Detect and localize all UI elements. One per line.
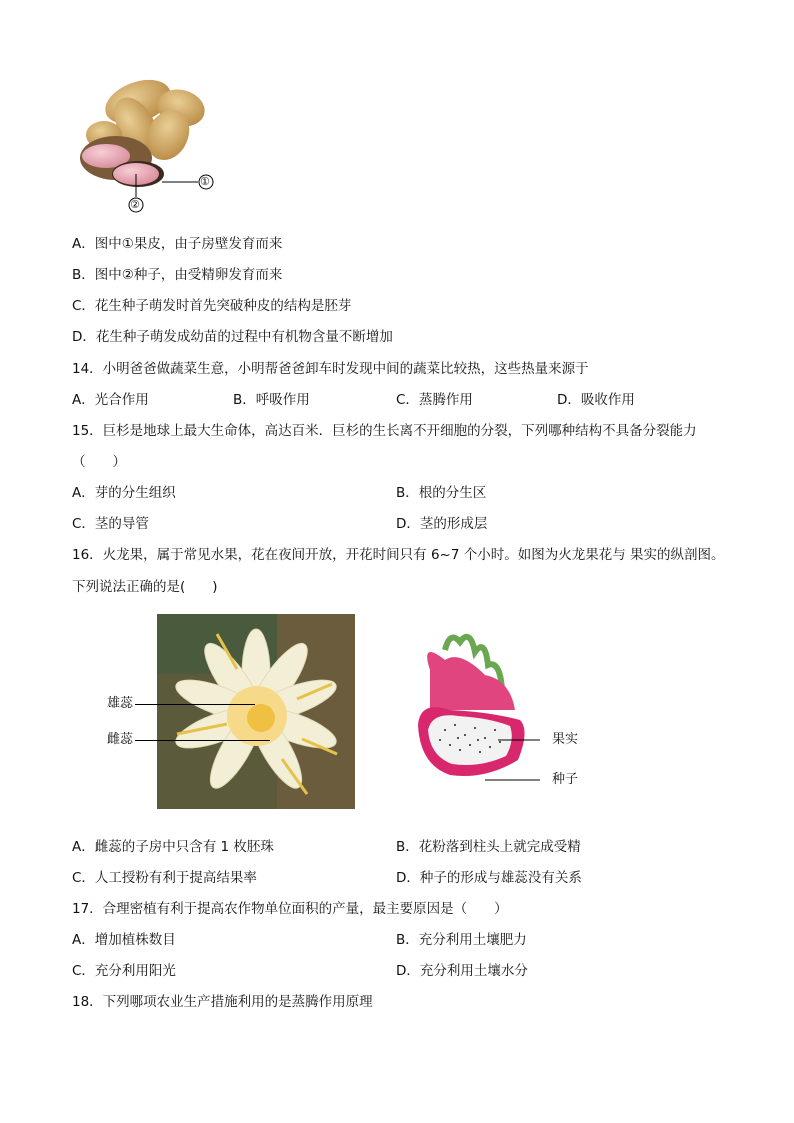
q13-option-b: B．图中②种子，由受精卵发育而来 bbox=[72, 267, 283, 283]
q16-option-d: D．种子的形成与雄蕊没有关系 bbox=[396, 870, 582, 886]
q14-option-a: A．光合作用 bbox=[72, 392, 149, 408]
q15-stem-cont: （ ） bbox=[72, 454, 126, 470]
q13-option-c: C．花生种子萌发时首先突破种皮的结构是胚芽 bbox=[72, 298, 352, 314]
q17-option-b: B．充分利用土壤肥力 bbox=[396, 932, 527, 948]
q17-stem: 17．合理密植有利于提高农作物单位面积的产量，最主要原因是（ ） bbox=[72, 901, 508, 917]
q15-option-b: B．根的分生区 bbox=[396, 485, 487, 501]
dragon-fruit-illustration bbox=[390, 630, 540, 800]
q17-option-a: A．增加植株数目 bbox=[72, 932, 176, 948]
q15-option-a: A．芽的分生组织 bbox=[72, 485, 176, 501]
q14-option-b: B．呼吸作用 bbox=[233, 392, 310, 408]
q16-option-a: A．雌蕊的子房中只含有 1 枚胚珠 bbox=[72, 839, 274, 855]
q16-stem-cont: 下列说法正确的是( ) bbox=[72, 579, 218, 595]
q15-option-d: D．茎的形成层 bbox=[396, 516, 488, 532]
q14-option-c: C．蒸腾作用 bbox=[396, 392, 473, 408]
pistil-label: 雌蕊 bbox=[107, 732, 134, 747]
q17-option-c: C．充分利用阳光 bbox=[72, 963, 176, 979]
flower-illustration bbox=[157, 614, 355, 809]
q15-stem: 15．巨杉是地球上最大生命体，高达百米．巨杉的生长离不开细胞的分裂，下列哪种结构不具备分裂能力 bbox=[72, 423, 697, 439]
dragon-fruit-photo bbox=[390, 630, 540, 800]
peanut-illustration bbox=[76, 70, 226, 215]
q14-option-d: D．吸收作用 bbox=[557, 392, 635, 408]
q16-stem: 16．火龙果，属于常见水果，花在夜间开放，开花时间只有 6~7 个小时。如图为火龙果花与 果实的纵剖图。 bbox=[72, 547, 725, 563]
label-1: ① bbox=[200, 175, 210, 188]
q16-option-c: C．人工授粉有利于提高结果率 bbox=[72, 870, 257, 886]
label-2: ② bbox=[130, 198, 140, 211]
q13-option-a: A．图中①果皮，由子房壁发育而来 bbox=[72, 236, 283, 252]
stamen-label: 雄蕊 bbox=[107, 696, 134, 711]
q18-stem: 18．下列哪项农业生产措施利用的是蒸腾作用原理 bbox=[72, 994, 373, 1010]
q16-option-b: B．花粉落到柱头上就完成受精 bbox=[396, 839, 581, 855]
q17-option-d: D．充分利用土壤水分 bbox=[396, 963, 528, 979]
q15-option-c: C．茎的导管 bbox=[72, 516, 149, 532]
seed-label: 种子 bbox=[552, 772, 579, 787]
flower-photo bbox=[157, 614, 355, 809]
q14-stem: 14．小明爸爸做蔬菜生意，小明帮爸爸卸车时发现中间的蔬菜比较热，这些热量来源于 bbox=[72, 361, 589, 377]
fruit-label: 果实 bbox=[552, 732, 579, 747]
q13-option-d: D．花生种子萌发成幼苗的过程中有机物含量不断增加 bbox=[72, 329, 393, 345]
peanut-figure bbox=[76, 70, 226, 215]
